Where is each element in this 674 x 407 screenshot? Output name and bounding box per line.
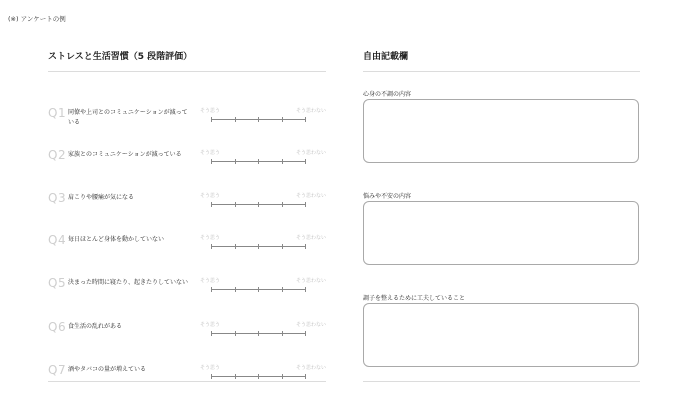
scale-point-5[interactable] [305,374,306,379]
scale-point-2[interactable] [235,202,236,207]
rating-scale[interactable] [211,202,306,207]
scale-point-2[interactable] [235,159,236,164]
field-label-symptoms: 心身の不調の内容 [363,91,412,98]
question-number: Q6 [48,320,67,334]
rating-scale[interactable] [211,117,306,122]
question-5 [48,278,326,308]
rating-scale[interactable] [211,287,306,292]
scale-point-5[interactable] [305,331,306,336]
rating-scale[interactable] [211,331,306,336]
scale-disagree-label: そう思わない [295,278,326,284]
question-1 [48,108,326,138]
scale-agree-label: そう思う [200,150,221,156]
scale-point-5[interactable] [305,159,306,164]
free-field-list [363,72,640,382]
scale-agree-label: そう思う [200,365,221,371]
scale-point-2[interactable] [235,117,236,122]
question-4 [48,235,326,265]
page-caption: (※) アンケートの例 [8,15,66,23]
self-care-textarea[interactable] [363,303,639,367]
scale-point-3[interactable] [258,331,259,336]
question-text: 毎日ほとんど身体を動かしていない [68,236,165,243]
free-description-section [363,50,640,382]
scale-point-5[interactable] [305,287,306,292]
scale-point-3[interactable] [258,287,259,292]
question-number: Q2 [48,148,67,162]
scale-point-3[interactable] [258,374,259,379]
bottom-divider-left [48,381,326,382]
question-text: 家族とのコミュニケーションが減っている [68,151,182,158]
scale-point-3[interactable] [258,159,259,164]
scale-point-1[interactable] [211,331,212,336]
field-label-worries: 悩みや不安の内容 [363,193,412,200]
question-3 [48,193,326,223]
rating-scale[interactable] [211,159,306,164]
scale-disagree-label: そう思わない [295,235,326,241]
scale-point-2[interactable] [235,374,236,379]
stress-lifestyle-section [48,50,326,377]
scale-point-4[interactable] [282,202,283,207]
question-text: 肩こりや腰痛が気になる [68,194,135,201]
question-6 [48,322,326,352]
scale-agree-label: そう思う [200,278,221,284]
scale-point-4[interactable] [282,117,283,122]
scale-disagree-label: そう思わない [295,365,326,371]
scale-point-1[interactable] [211,244,212,249]
scale-point-5[interactable] [305,244,306,249]
scale-point-5[interactable] [305,117,306,122]
question-text: 決まった時間に寝たり、起きたりしていない [68,279,189,286]
scale-agree-label: そう思う [200,235,221,241]
scale-point-3[interactable] [258,202,259,207]
question-number: Q5 [48,276,67,290]
scale-point-5[interactable] [305,202,306,207]
question-text: 食生活の乱れがある [68,323,123,330]
symptoms-textarea[interactable] [363,99,639,163]
stress-section-title: ストレスと生活習慣（5 段階評価） [48,52,193,62]
worries-textarea[interactable] [363,201,639,265]
scale-point-4[interactable] [282,159,283,164]
scale-disagree-label: そう思わない [295,108,326,114]
scale-point-2[interactable] [235,287,236,292]
scale-point-4[interactable] [282,374,283,379]
scale-point-1[interactable] [211,374,212,379]
scale-agree-label: そう思う [200,322,221,328]
free-section-title: 自由記載欄 [363,52,409,62]
scale-disagree-label: そう思わない [295,150,326,156]
rating-scale[interactable] [211,244,306,249]
scale-point-1[interactable] [211,287,212,292]
scale-point-3[interactable] [258,244,259,249]
question-number: Q7 [48,363,67,377]
question-list [48,72,326,377]
scale-point-1[interactable] [211,202,212,207]
scale-point-2[interactable] [235,331,236,336]
scale-point-1[interactable] [211,117,212,122]
question-number: Q4 [48,233,67,247]
scale-point-4[interactable] [282,331,283,336]
question-2 [48,150,326,180]
question-text: 同僚や上司とのコミュニケーションが減っている [68,109,188,126]
scale-agree-label: そう思う [200,108,221,114]
question-7 [48,365,326,395]
question-number: Q1 [48,106,67,120]
field-label-self-care: 調子を整えるために工夫していること [363,295,466,302]
scale-disagree-label: そう思わない [295,322,326,328]
scale-point-3[interactable] [258,117,259,122]
scale-disagree-label: そう思わない [295,193,326,199]
question-number: Q3 [48,191,67,205]
scale-point-4[interactable] [282,244,283,249]
scale-point-4[interactable] [282,287,283,292]
rating-scale[interactable] [211,374,306,379]
scale-agree-label: そう思う [200,193,221,199]
scale-point-2[interactable] [235,244,236,249]
scale-point-1[interactable] [211,159,212,164]
question-text: 酒やタバコの量が増えている [68,366,146,373]
bottom-divider-right [363,381,640,382]
